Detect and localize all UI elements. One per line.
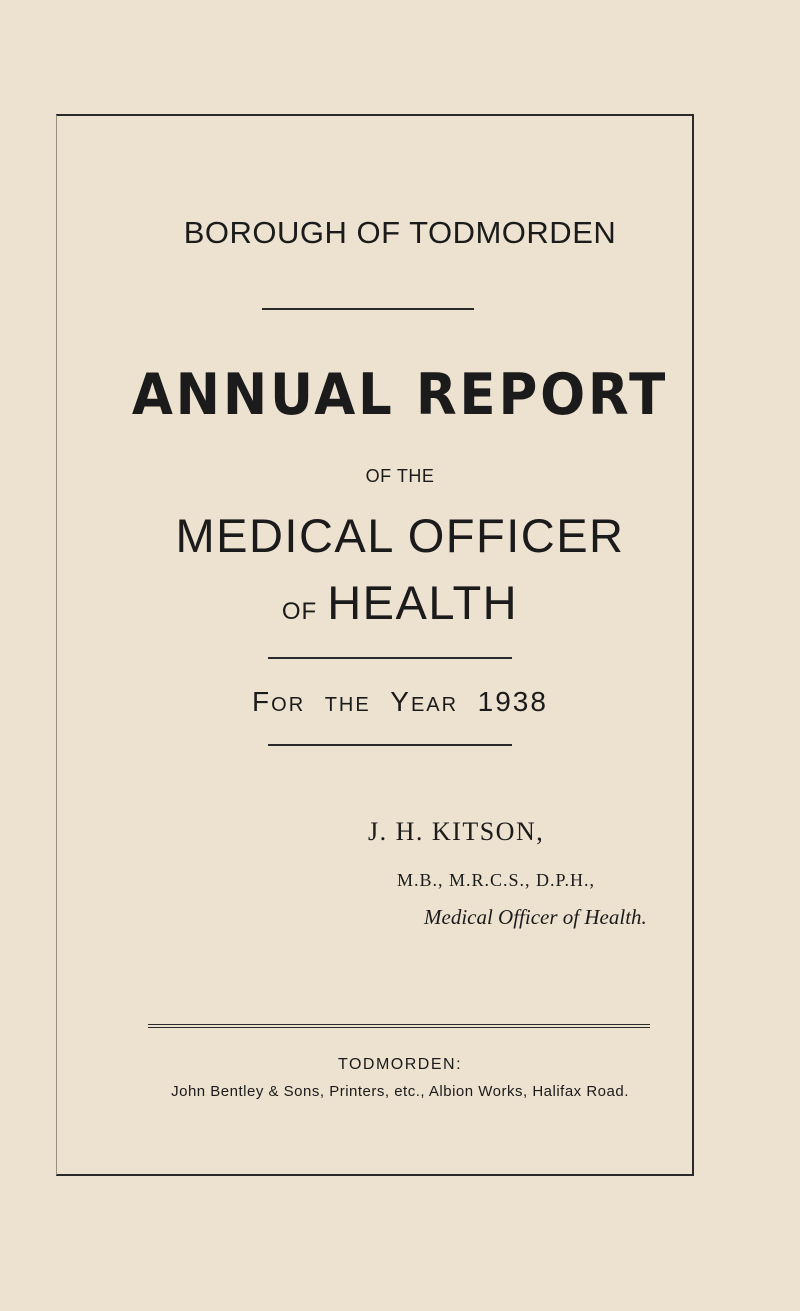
year-for-initial: F [252,686,272,717]
year-number: 1938 [477,686,548,717]
divider-rule [268,744,512,746]
report-title: ANNUAL REPORT [131,362,669,428]
year-the: THE [324,694,371,716]
divider-rule [268,657,512,659]
borough-heading: BOROUGH OF TODMORDEN [183,215,617,250]
health-text: HEALTH [327,576,519,629]
author-degrees: M.B., M.R.C.S., D.P.H., [397,870,596,890]
of-health-heading [0,575,800,630]
author-name: J. H. KITSON, [368,817,545,846]
of-the-text: OF THE [365,466,435,486]
cover-frame-border [56,114,694,1176]
printer-imprint: John Bentley & Sons, Printers, etc., Albion Works, Halifax Road. [171,1083,629,1100]
medical-officer-heading: MEDICAL OFFICER [175,509,625,562]
year-word-rest: EAR [410,694,459,716]
double-divider-rule [148,1024,650,1028]
place-imprint: TODMORDEN: [337,1056,463,1073]
divider-rule [262,308,474,310]
author-role: Medical Officer of Health. [424,905,647,929]
of-small-text: OF [281,598,318,625]
report-year-line [0,686,800,718]
year-word-initial: Y [390,686,411,717]
year-for-rest: OR [271,694,306,716]
